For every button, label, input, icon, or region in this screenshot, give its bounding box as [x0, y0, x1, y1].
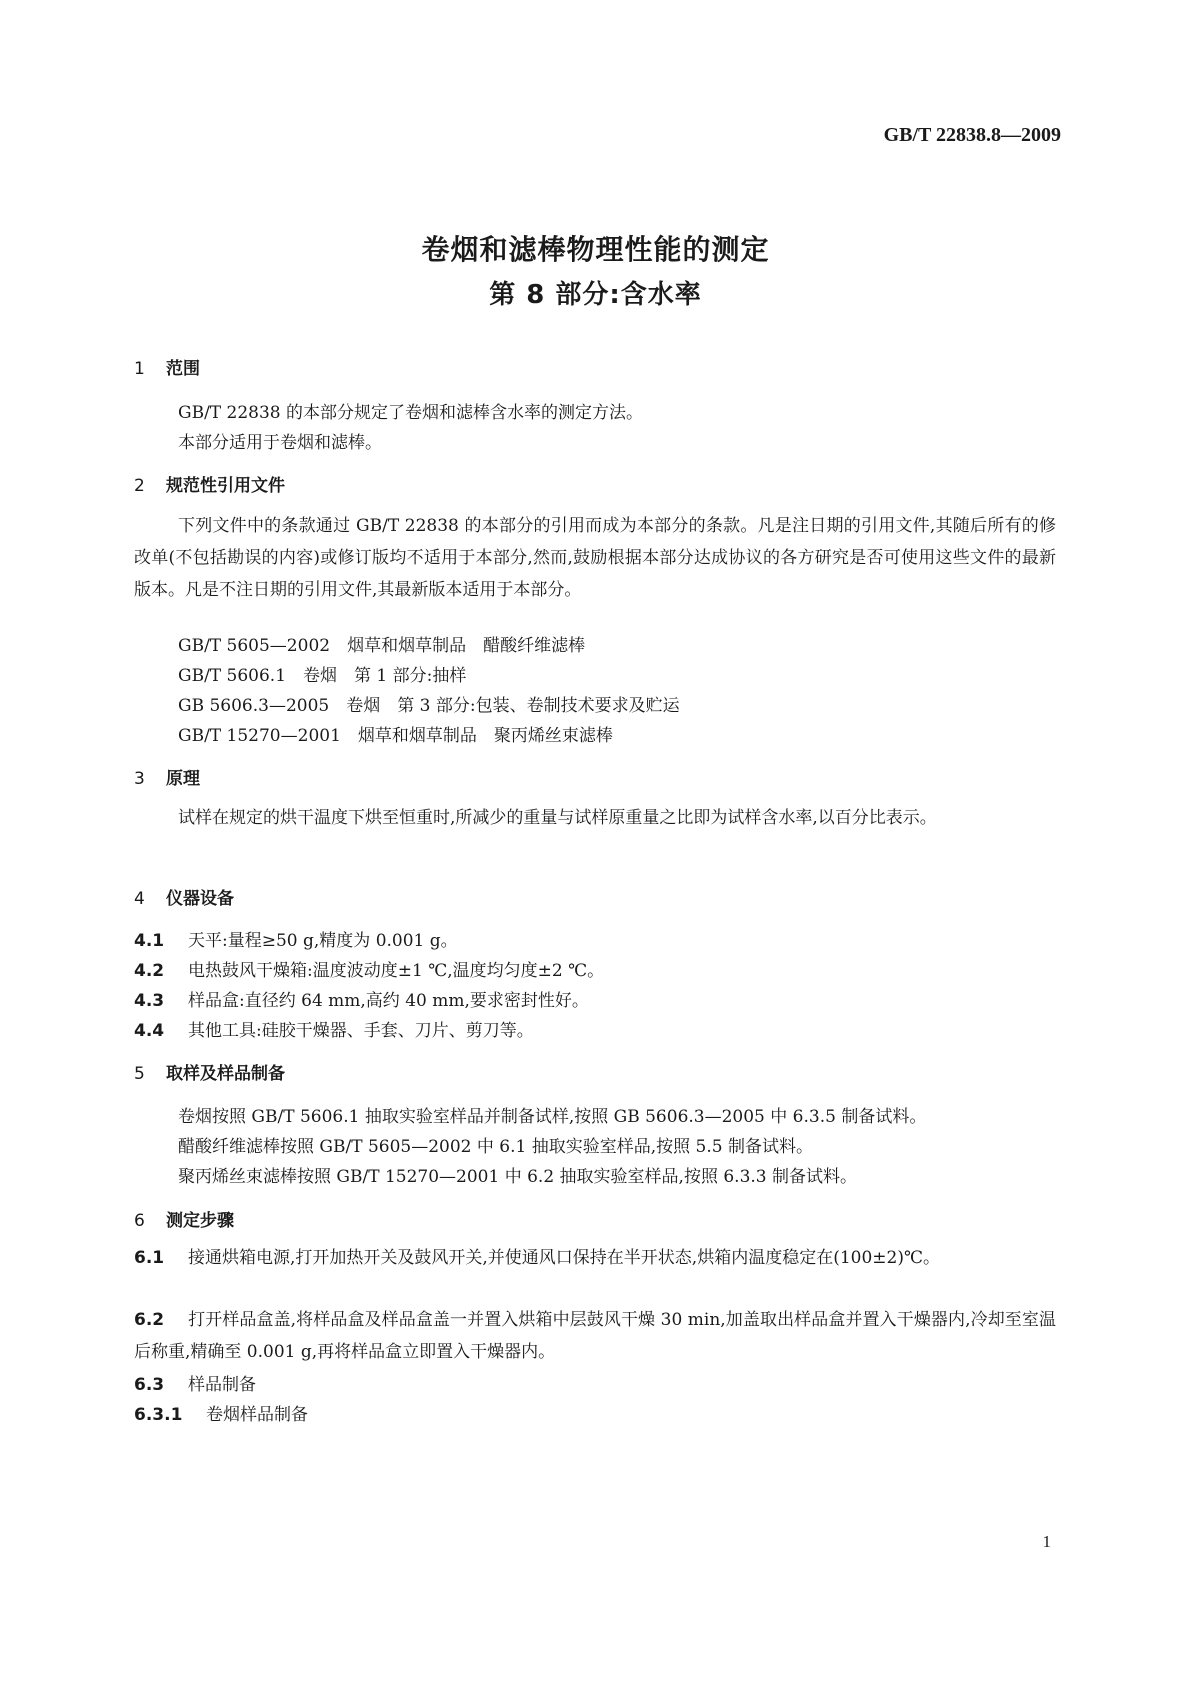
step-6-3-1	[134, 1400, 308, 1425]
section-5-line: 聚丙烯丝束滤棒按照 GB/T 15270—2001 中 6.2 抽取实验室样品,按照 6.3.3 制备试料。	[178, 1167, 858, 1187]
document-subtitle: 第 8 部分:含水率	[489, 280, 702, 310]
section-title: 规范性引用文件	[166, 476, 285, 496]
section-title: 仪器设备	[166, 889, 234, 909]
section-title: 原理	[166, 769, 200, 789]
step-number: 6.3	[134, 1375, 165, 1395]
equipment-item: 4.2 电热鼓风干燥箱:温度波动度±1 ℃,温度均匀度±2 ℃。	[134, 961, 605, 981]
section-5-heading	[134, 1059, 285, 1084]
section-1-line: GB/T 22838 的本部分规定了卷烟和滤棒含水率的测定方法。	[178, 403, 644, 423]
section-title: 范围	[166, 359, 200, 379]
step-text: 接通烘箱电源,打开加热开关及鼓风开关,并使通风口保持在半开状态,烘箱内温度稳定在(100±2)℃。	[188, 1248, 940, 1268]
step-6-3	[134, 1370, 256, 1395]
section-number: 2	[134, 476, 145, 496]
section-number: 6	[134, 1211, 145, 1231]
reference-item: GB/T 15270—2001 烟草和烟草制品 聚丙烯丝束滤棒	[178, 726, 613, 746]
reference-item: GB 5606.3—2005 卷烟 第 3 部分:包装、卷制技术要求及贮运	[178, 696, 680, 716]
section-5-line: 醋酸纤维滤棒按照 GB/T 5605—2002 中 6.1 抽取实验室样品,按照 5.5 制备试料。	[178, 1137, 813, 1157]
step-6-2	[134, 1304, 1056, 1368]
section-2-heading	[134, 471, 285, 496]
section-4-heading	[134, 884, 234, 909]
section-number: 4	[134, 889, 145, 909]
equipment-item: 4.4 其他工具:硅胶干燥器、手套、刀片、剪刀等。	[134, 1021, 534, 1041]
document-title: 卷烟和滤棒物理性能的测定	[421, 233, 770, 266]
step-text: 打开样品盒盖,将样品盒及样品盒盖一并置入烘箱中层鼓风干燥 30 min,加盖取出样品盒并置入干燥器内,冷却至室温后称重,精确至 0.001 g,再将样品盒立即置入干燥器内。	[134, 1310, 1056, 1362]
section-3-paragraph: 试样在规定的烘干温度下烘至恒重时,所减少的重量与试样原重量之比即为试样含水率,以百分比表示。	[178, 808, 937, 828]
reference-item: GB/T 5605—2002 烟草和烟草制品 醋酸纤维滤棒	[178, 636, 586, 656]
step-number: 6.2	[134, 1310, 165, 1330]
step-number: 6.3.1	[134, 1405, 183, 1425]
section-number: 1	[134, 359, 145, 379]
section-number: 5	[134, 1064, 145, 1084]
section-1-heading	[134, 354, 200, 379]
step-number: 6.1	[134, 1248, 165, 1268]
section-6-heading	[134, 1206, 234, 1231]
page-number: 1	[1042, 1532, 1051, 1551]
section-number: 3	[134, 769, 145, 789]
step-text: 卷烟样品制备	[206, 1405, 308, 1425]
section-title: 测定步骤	[166, 1211, 234, 1231]
standard-code: GB/T 22838.8—2009	[883, 124, 1061, 146]
section-title: 取样及样品制备	[166, 1064, 285, 1084]
section-2-paragraph: 下列文件中的条款通过 GB/T 22838 的本部分的引用而成为本部分的条款。凡是注日期的引用文件,其随后所有的修改单(不包括勘误的内容)或修订版均不适用于本部分,然而,鼓励根据本部分达成协议的各方研究是否可使用这些文件的最新版本。凡是不注日期的引用文件,其最新版本适用于本部分。	[134, 516, 1056, 600]
section-5-line: 卷烟按照 GB/T 5606.1 抽取实验室样品并制备试样,按照 GB 5606.3—2005 中 6.3.5 制备试料。	[178, 1107, 927, 1127]
equipment-item: 4.1 天平:量程≥50 g,精度为 0.001 g。	[134, 931, 458, 951]
section-1-line: 本部分适用于卷烟和滤棒。	[178, 433, 382, 453]
step-text: 样品制备	[188, 1375, 256, 1395]
reference-item: GB/T 5606.1 卷烟 第 1 部分:抽样	[178, 666, 467, 686]
equipment-item: 4.3 样品盒:直径约 64 mm,高约 40 mm,要求密封性好。	[134, 991, 589, 1011]
section-3-heading	[134, 764, 200, 789]
step-6-1	[134, 1242, 1056, 1274]
